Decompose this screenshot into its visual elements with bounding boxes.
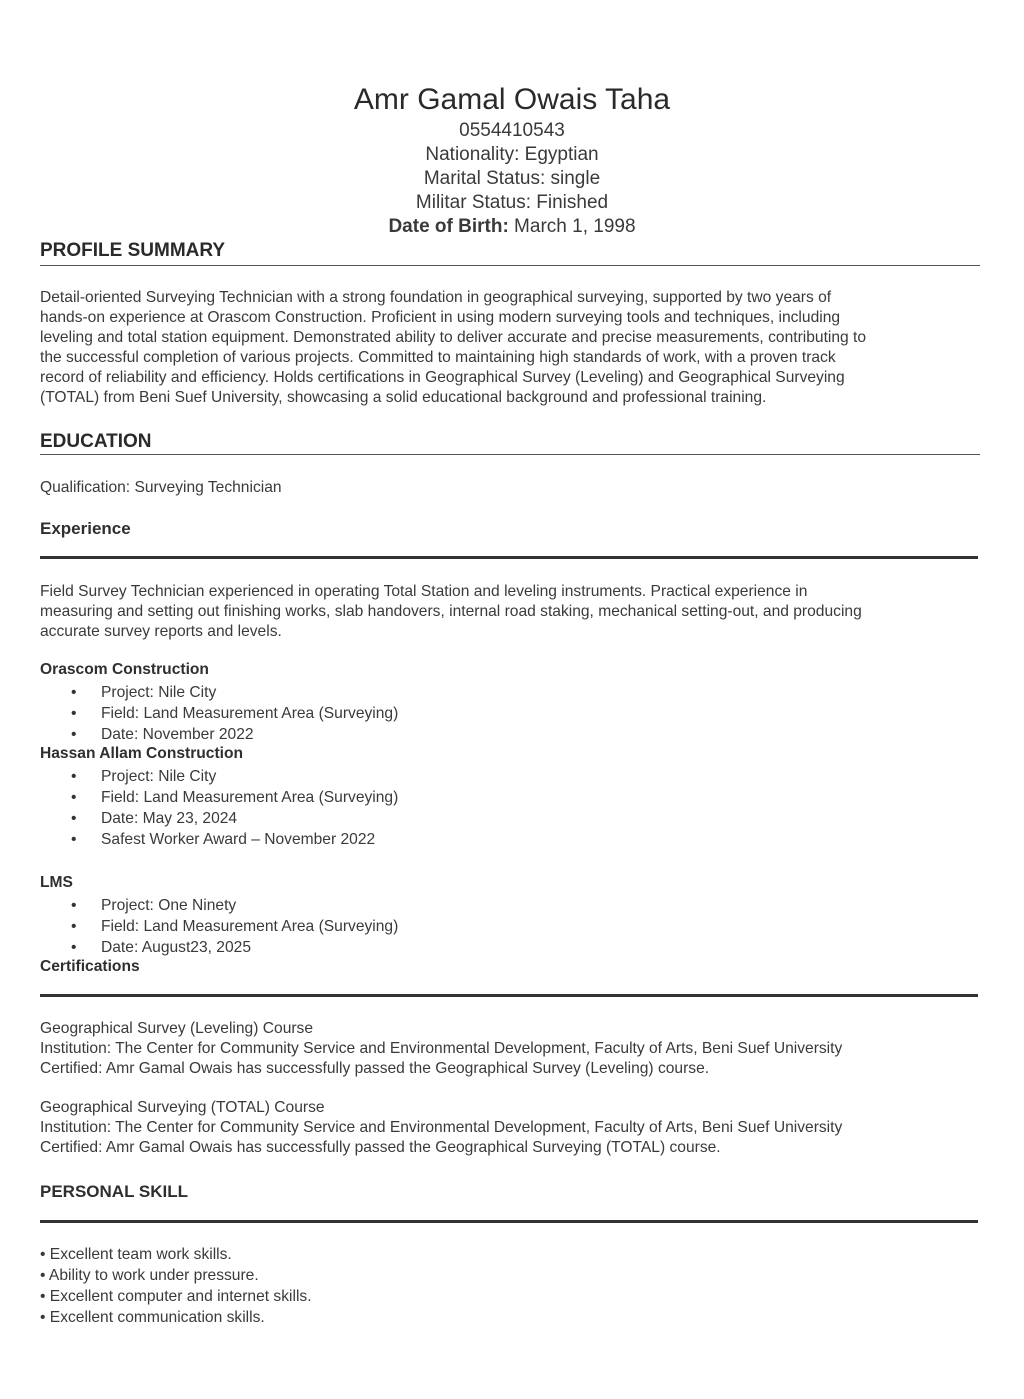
- list-item: • Project: Nile City: [40, 682, 398, 703]
- certification-leveling: [40, 1019, 1000, 1079]
- profile-line: hands-on experience at Orascom Construction. Proficient in using modern surveying tools and techniques, including: [40, 309, 841, 326]
- nationality: Nationality: Egyptian: [425, 144, 599, 165]
- section-divider: [40, 994, 978, 997]
- list-item: • Field: Land Measurement Area (Surveying): [40, 787, 398, 808]
- lms-details: [40, 895, 398, 958]
- list-item: • Safest Worker Award – November 2022: [40, 829, 398, 850]
- list-item: • Project: Nile City: [40, 766, 398, 787]
- section-divider: [40, 1220, 978, 1223]
- profile-summary-text: [40, 288, 980, 408]
- certification-institution: Institution: The Center for Community Service and Environmental Development, Faculty of Arts, Beni Suef University: [40, 1040, 843, 1057]
- candidate-name: Amr Gamal Owais Taha: [353, 83, 671, 116]
- company-orascom: Orascom Construction: [40, 661, 209, 678]
- list-item: • Date: May 23, 2024: [40, 808, 398, 829]
- profile-summary-heading: PROFILE SUMMARY: [40, 240, 226, 261]
- profile-line: record of reliability and efficiency. Holds certifications in Geographical Survey (Leveling) and Geographical Surveying: [40, 369, 845, 386]
- personal-skill-heading: PERSONAL SKILL: [40, 1182, 188, 1201]
- phone-number: 0554410543: [459, 120, 565, 141]
- certification-institution: Institution: The Center for Community Service and Environmental Development, Faculty of Arts, Beni Suef University: [40, 1119, 843, 1136]
- qualification: Qualification: Surveying Technician: [40, 479, 282, 496]
- experience-line: accurate survey reports and levels.: [40, 623, 282, 640]
- certification-status: Certified: Amr Gamal Owais has successfully passed the Geographical Survey (Leveling) course.: [40, 1060, 710, 1077]
- certifications-heading: Certifications: [40, 958, 140, 975]
- company-lms: LMS: [40, 874, 73, 891]
- company-hassan-allam: Hassan Allam Construction: [40, 745, 244, 762]
- list-item: • Field: Land Measurement Area (Surveying): [40, 703, 398, 724]
- list-item: • Field: Land Measurement Area (Surveying): [40, 916, 398, 937]
- skills-list: [40, 1244, 312, 1328]
- section-divider: [40, 556, 978, 559]
- certification-course: Geographical Survey (Leveling) Course: [40, 1020, 314, 1037]
- experience-line: measuring and setting out finishing works, slab handovers, internal road staking, mechanical setting-out, and producing: [40, 603, 862, 620]
- section-divider: [40, 454, 980, 455]
- certification-status: Certified: Amr Gamal Owais has successfully passed the Geographical Surveying (TOTAL) course.: [40, 1139, 721, 1156]
- certification-course: Geographical Surveying (TOTAL) Course: [40, 1099, 325, 1116]
- dob-label: Date of Birth:: [388, 216, 509, 237]
- profile-line: (TOTAL) from Beni Suef University, showcasing a solid educational background and professional training.: [40, 389, 767, 406]
- list-item: • Excellent team work skills.: [40, 1246, 232, 1263]
- orascom-details: [40, 682, 398, 745]
- marital-status: Marital Status: single: [423, 168, 601, 189]
- profile-line: the successful completion of various projects. Committed to maintaining high standards of work, with a proven track: [40, 349, 836, 366]
- section-divider: [40, 265, 980, 266]
- profile-line: Detail-oriented Surveying Technician with a strong foundation in geographical surveying, supported by two years of: [40, 289, 832, 306]
- list-item: • Date: August23, 2025: [40, 937, 398, 958]
- profile-line: leveling and total station equipment. Demonstrated ability to deliver accurate and precise measurements, contributing to: [40, 329, 867, 346]
- list-item: • Ability to work under pressure.: [40, 1267, 259, 1284]
- date-of-birth: [0, 215, 1024, 239]
- military-status: Militar Status: Finished: [415, 192, 609, 213]
- experience-line: Field Survey Technician experienced in operating Total Station and leveling instruments. Practical experience in: [40, 583, 808, 600]
- dob-value: March 1, 1998: [508, 216, 636, 237]
- list-item: • Excellent computer and internet skills.: [40, 1288, 312, 1305]
- list-item: • Excellent communication skills.: [40, 1309, 265, 1326]
- list-item: • Project: One Ninety: [40, 895, 398, 916]
- hassan-allam-details: [40, 766, 398, 850]
- experience-summary: [40, 582, 980, 642]
- certification-total: [40, 1098, 1000, 1158]
- list-item: • Date: November 2022: [40, 724, 398, 745]
- education-heading: EDUCATION: [40, 431, 152, 452]
- experience-heading: Experience: [40, 519, 131, 538]
